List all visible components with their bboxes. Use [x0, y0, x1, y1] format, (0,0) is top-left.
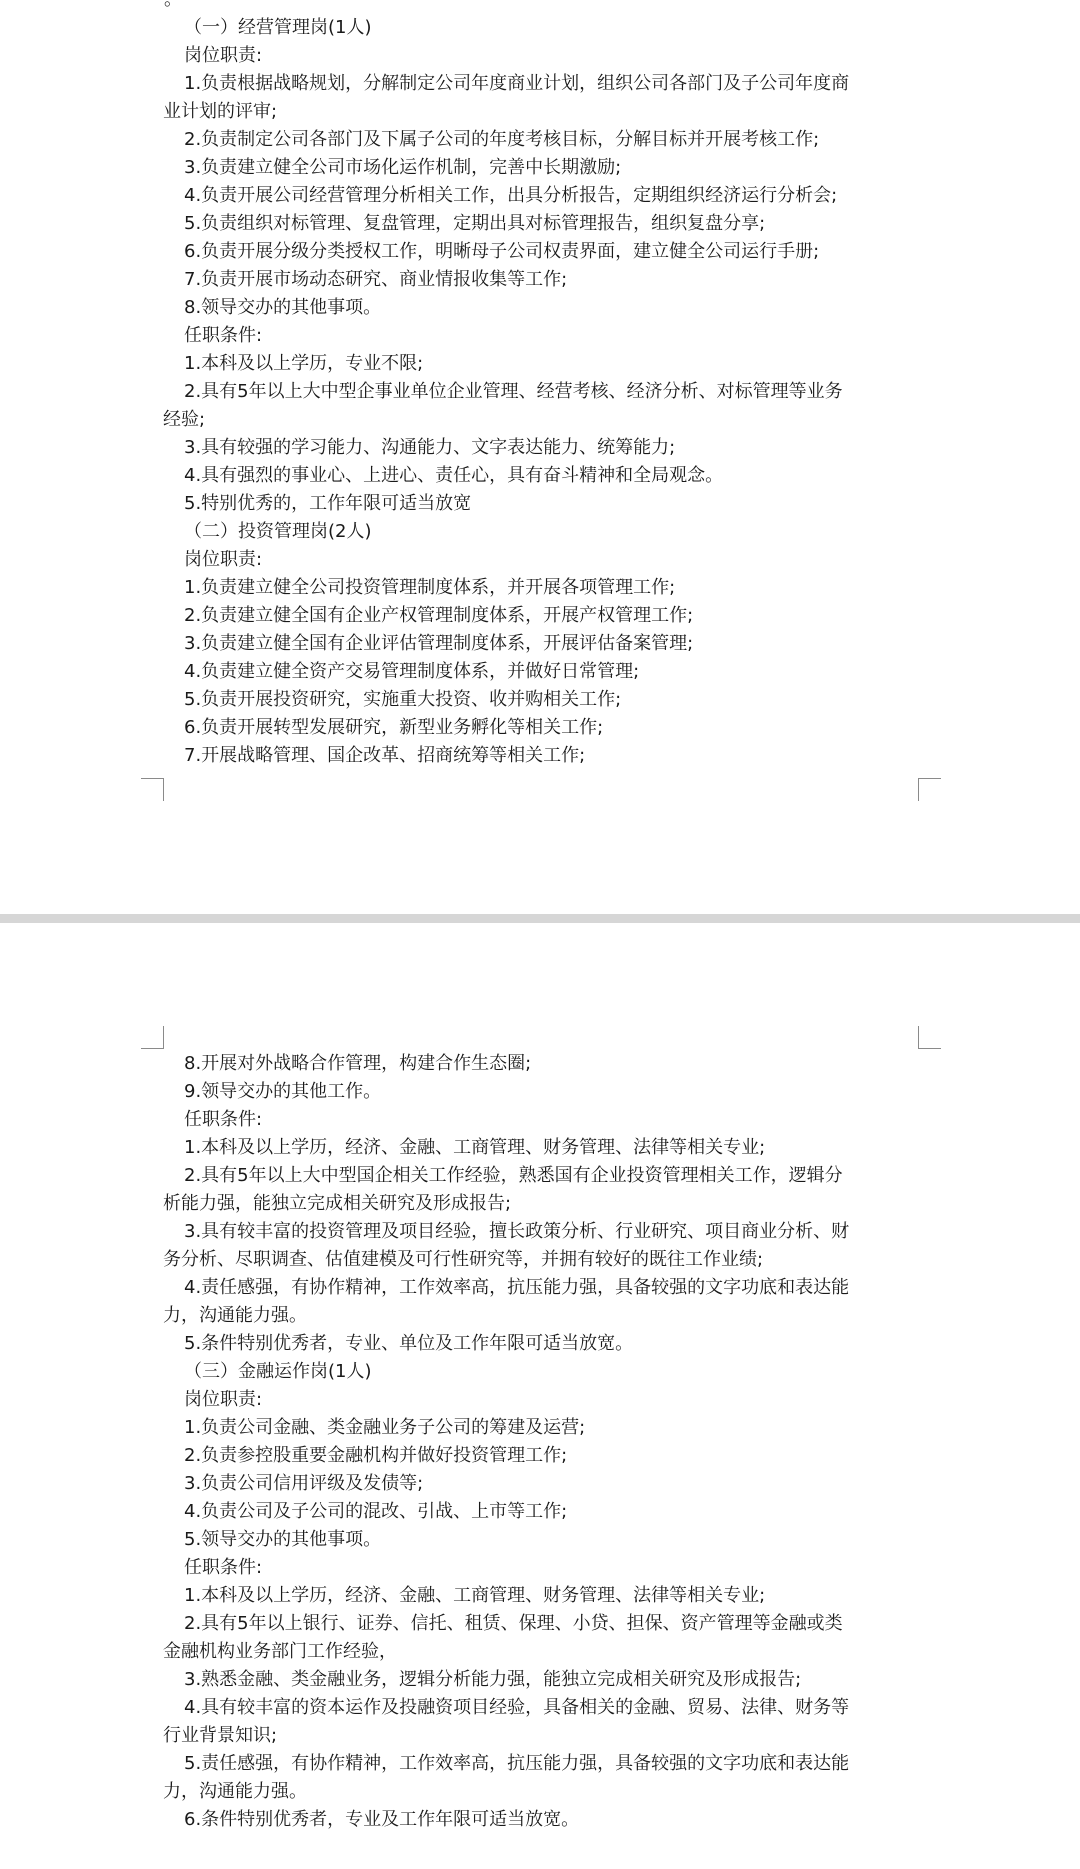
text-line: 岗位职责: [184, 549, 263, 570]
text-line: 3.具有较强的学习能力、沟通能力、文字表达能力、统筹能力; [184, 437, 676, 458]
text-line: 8.领导交办的其他事项。 [184, 297, 382, 318]
text-line: 4.具有强烈的事业心、上进心、责任心，具有奋斗精神和全局观念。 [184, 465, 724, 486]
text-line: （三）金融运作岗(1人) [184, 1361, 372, 1382]
page-margin-corner-marker [141, 778, 164, 801]
document-page-2 [0, 923, 1080, 1869]
text-line: 9.领导交办的其他工作。 [184, 1081, 382, 1102]
page-margin-corner-marker [141, 1026, 164, 1049]
text-line: 1.负责公司金融、类金融业务子公司的筹建及运营; [184, 1417, 586, 1438]
text-line: 4.责任感强，有协作精神，工作效率高，抗压能力强，具备较强的文字功底和表达能 [184, 1277, 850, 1298]
text-line: 任职条件: [184, 325, 263, 346]
text-line: 4.负责公司及子公司的混改、引战、上市等工作; [184, 1501, 568, 1522]
text-line: 3.具有较丰富的投资管理及项目经验，擅长政策分析、行业研究、项目商业分析、财 [184, 1221, 850, 1242]
text-line: 业计划的评审; [163, 101, 278, 122]
text-line: 经验; [163, 409, 206, 430]
page-1-text-body [163, 14, 923, 770]
text-line: 6.条件特别优秀者，专业及工作年限可适当放宽。 [184, 1809, 580, 1830]
text-line: 3.负责公司信用评级及发债等; [184, 1473, 424, 1494]
text-line: 3.熟悉金融、类金融业务，逻辑分析能力强，能独立完成相关研究及形成报告; [184, 1669, 802, 1690]
text-line: 8.开展对外战略合作管理，构建合作生态圈; [184, 1053, 532, 1074]
text-line: 2.负责制定公司各部门及下属子公司的年度考核目标，分解目标并开展考核工作; [184, 129, 820, 150]
text-line: 5.领导交办的其他事项。 [184, 1529, 382, 1550]
text-line: （一）经营管理岗(1人) [184, 17, 372, 38]
text-line: 1.负责根据战略规划，分解制定公司年度商业计划，组织公司各部门及子公司年度商 [184, 73, 850, 94]
document-page-1 [0, 0, 1080, 914]
text-line: 6.负责开展分级分类授权工作，明晰母子公司权责界面，建立健全公司运行手册; [184, 241, 820, 262]
page-margin-corner-marker [918, 1026, 941, 1049]
text-line: 1.本科及以上学历，专业不限; [184, 353, 424, 374]
text-line: 5.条件特别优秀者，专业、单位及工作年限可适当放宽。 [184, 1333, 634, 1354]
text-line: 1.本科及以上学历，经济、金融、工商管理、财务管理、法律等相关专业; [184, 1137, 766, 1158]
text-line: 岗位职责: [184, 1389, 263, 1410]
text-line: 力，沟通能力强。 [163, 1305, 307, 1326]
text-line: 力，沟通能力强。 [163, 1781, 307, 1802]
text-line: （二）投资管理岗(2人) [184, 521, 372, 542]
text-line: 2.具有5年以上银行、证券、信托、租赁、保理、小贷、担保、资产管理等金融或类 [184, 1613, 843, 1634]
text-line: 4.负责建立健全资产交易管理制度体系，并做好日常管理; [184, 661, 640, 682]
stray-punctuation-mark [164, 0, 182, 10]
text-line: 行业背景知识; [163, 1725, 278, 1746]
text-line: 2.负责建立健全国有企业产权管理制度体系，开展产权管理工作; [184, 605, 694, 626]
text-line: 2.具有5年以上大中型国企相关工作经验，熟悉国有企业投资管理相关工作，逻辑分 [184, 1165, 843, 1186]
text-line: 2.具有5年以上大中型企事业单位企业管理、经营考核、经济分析、对标管理等业务 [184, 381, 843, 402]
text-line: 析能力强，能独立完成相关研究及形成报告; [163, 1193, 512, 1214]
text-line: 5.特别优秀的，工作年限可适当放宽 [184, 493, 472, 514]
page-separator [0, 914, 1080, 923]
text-line: 5.负责开展投资研究，实施重大投资、收并购相关工作; [184, 689, 622, 710]
text-line: 1.负责建立健全公司投资管理制度体系，并开展各项管理工作; [184, 577, 676, 598]
text-line: 1.本科及以上学历，经济、金融、工商管理、财务管理、法律等相关专业; [184, 1585, 766, 1606]
text-line: 7.负责开展市场动态研究、商业情报收集等工作; [184, 269, 568, 290]
text-line: 岗位职责: [184, 45, 263, 66]
text-line: 务分析、尽职调查、估值建模及可行性研究等，并拥有较好的既往工作业绩; [163, 1249, 764, 1270]
text-line: 5.负责组织对标管理、复盘管理，定期出具对标管理报告，组织复盘分享; [184, 213, 766, 234]
text-line: 3.负责建立健全国有企业评估管理制度体系，开展评估备案管理; [184, 633, 694, 654]
text-line: 金融机构业务部门工作经验， [163, 1641, 397, 1662]
text-line: 任职条件: [184, 1557, 263, 1578]
text-line: 4.负责开展公司经营管理分析相关工作，出具分析报告，定期组织经济运行分析会; [184, 185, 838, 206]
text-line: 3.负责建立健全公司市场化运作机制，完善中长期激励; [184, 157, 622, 178]
text-line: 7.开展战略管理、国企改革、招商统筹等相关工作; [184, 745, 586, 766]
text-line: 4.具有较丰富的资本运作及投融资项目经验，具备相关的金融、贸易、法律、财务等 [184, 1697, 850, 1718]
page-2-text-body [163, 1050, 923, 1834]
text-line: 6.负责开展转型发展研究，新型业务孵化等相关工作; [184, 717, 604, 738]
text-line: 5.责任感强，有协作精神，工作效率高，抗压能力强，具备较强的文字功底和表达能 [184, 1753, 850, 1774]
text-line: 任职条件: [184, 1109, 263, 1130]
page-margin-corner-marker [918, 778, 941, 801]
text-line: 2.负责参控股重要金融机构并做好投资管理工作; [184, 1445, 568, 1466]
